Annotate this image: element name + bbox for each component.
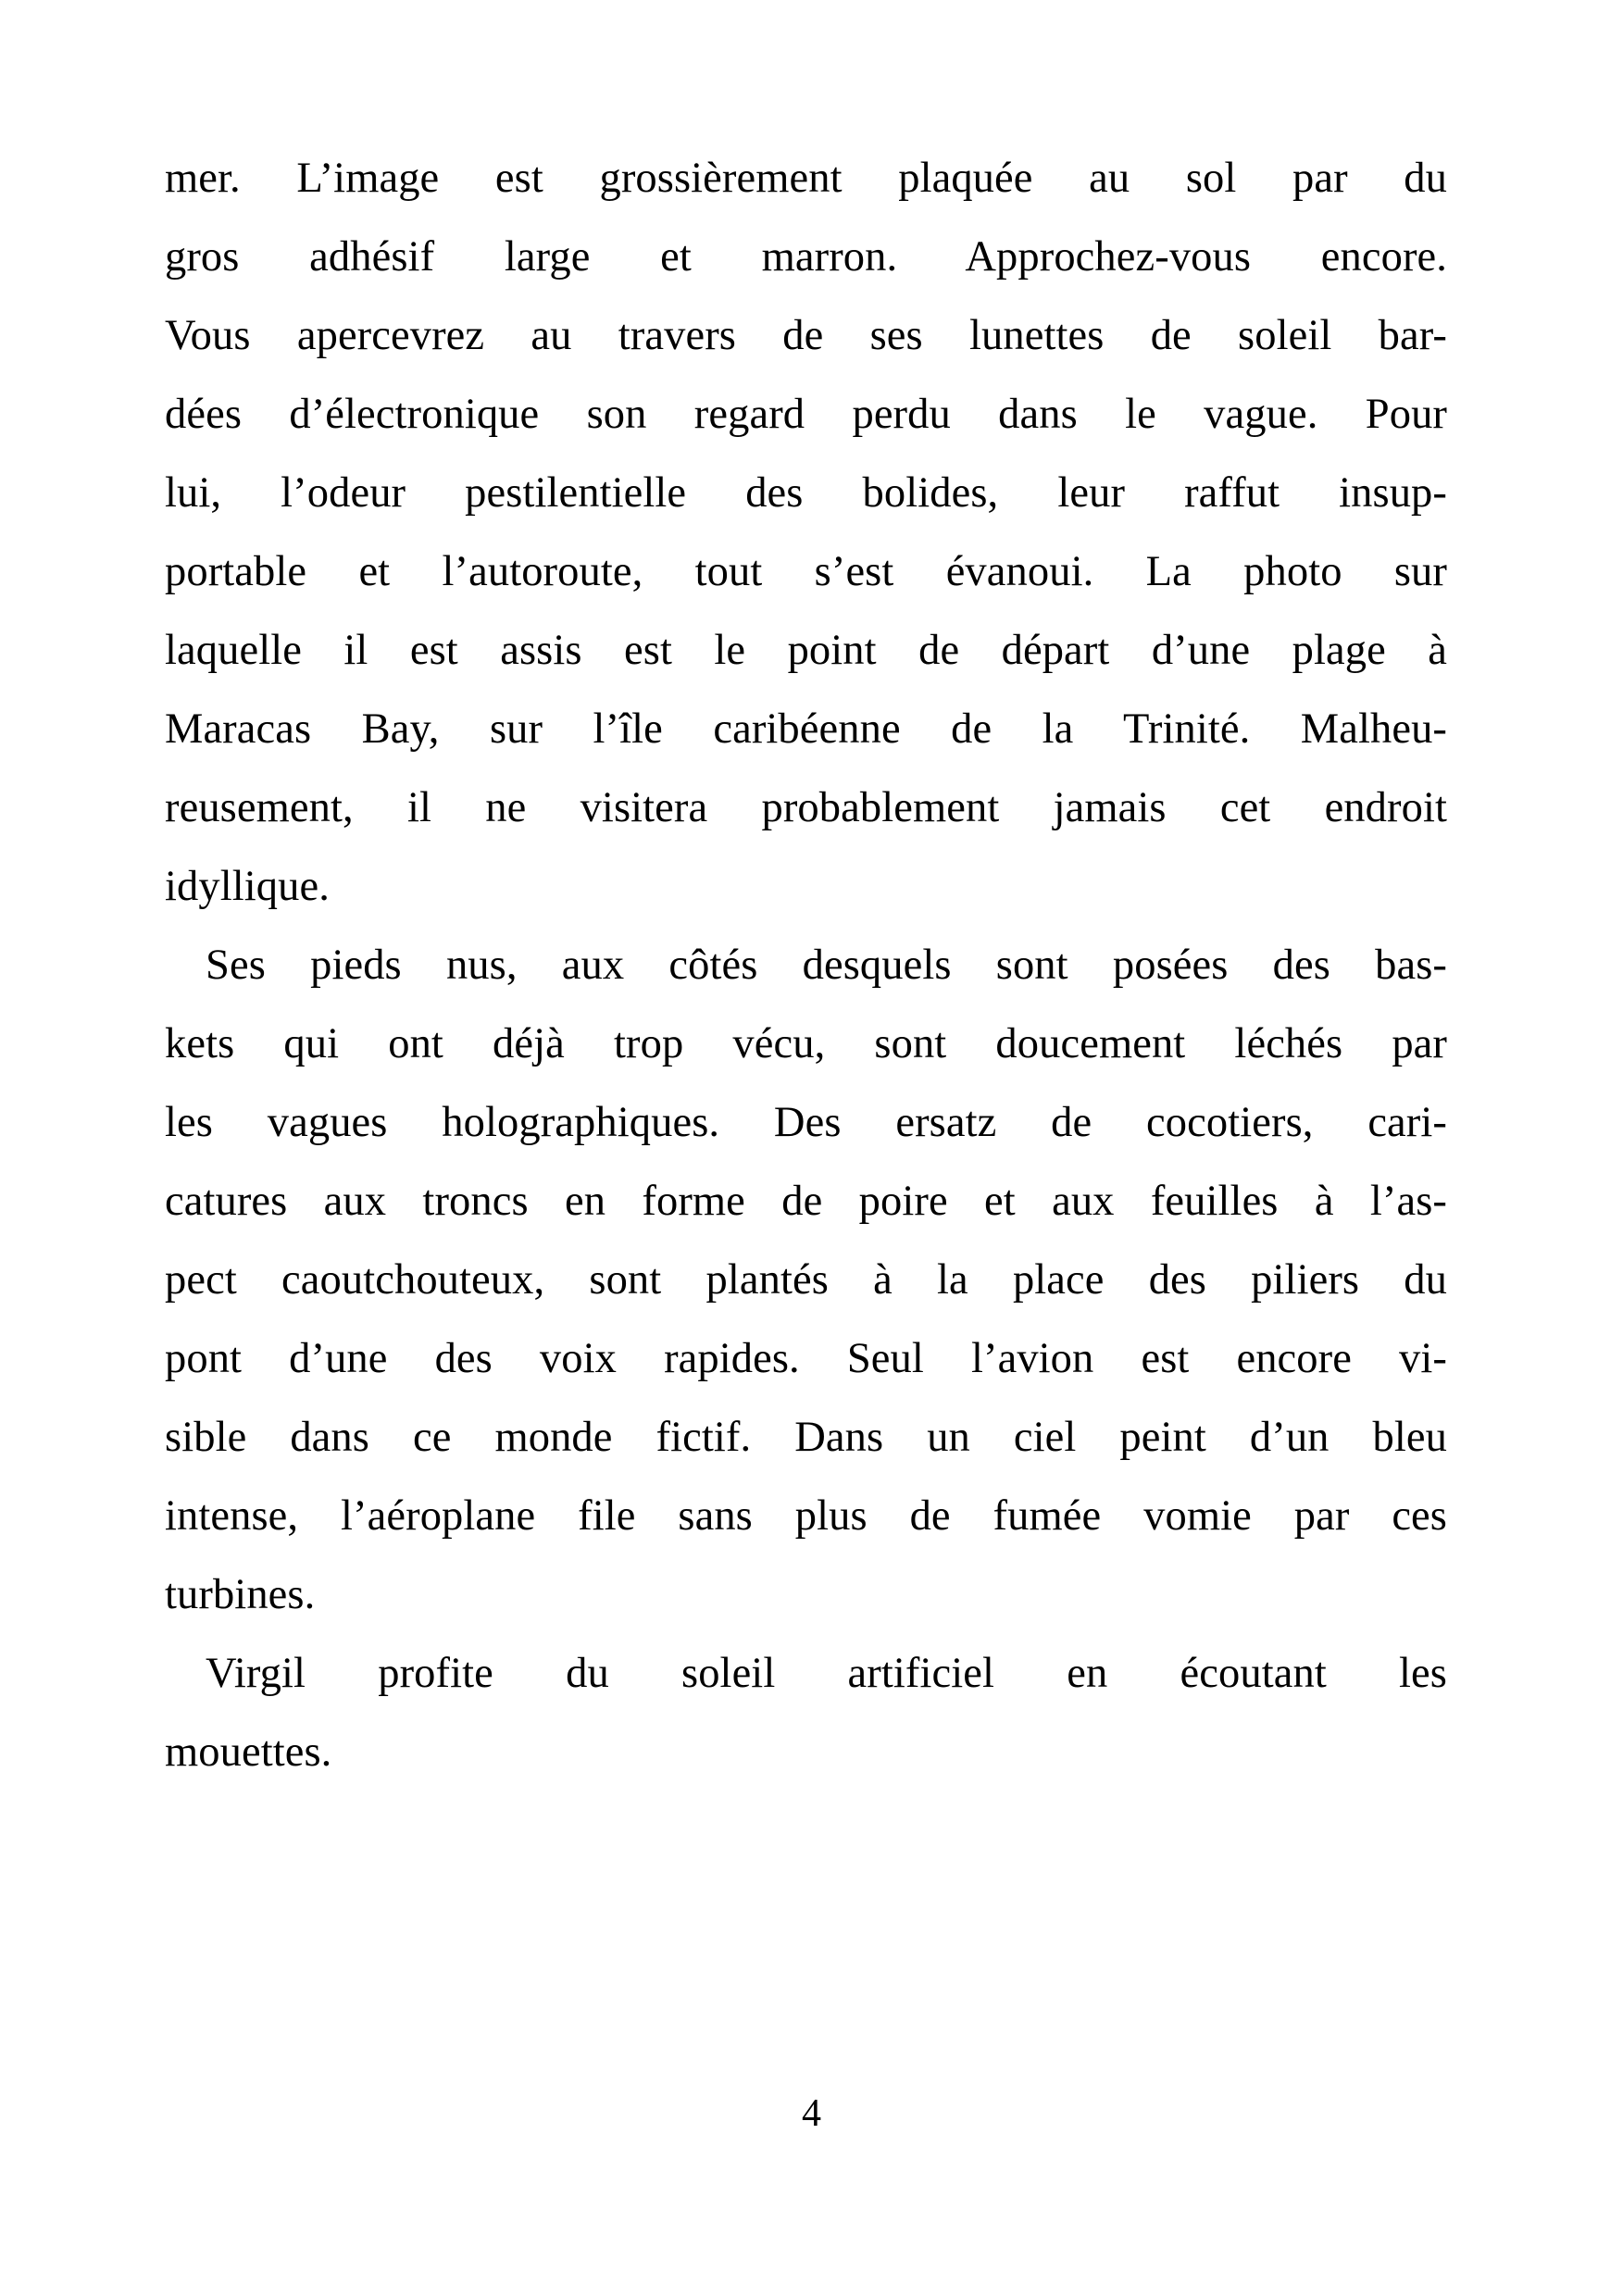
paragraph-virgil <box>165 1634 1447 1791</box>
text-line: idyllique. <box>165 863 330 910</box>
text-line: mouettes. <box>165 1728 332 1776</box>
text-line: les vagues holographiques. Des ersatz de cocotiers, cari- <box>165 1099 1447 1146</box>
text-line: Virgil profite du soleil artificiel en écoutant les <box>206 1650 1447 1697</box>
text-line: turbines. <box>165 1571 316 1618</box>
text-line: intense, l’aéroplane file sans plus de fumée vomie par ces <box>165 1492 1447 1540</box>
text-line: lui, l’odeur pestilentielle des bolides, leur raffut insup- <box>165 469 1447 517</box>
text-line: kets qui ont déjà trop vécu, sont doucement léchés par <box>165 1020 1447 1067</box>
paragraph-continued <box>165 139 1447 926</box>
text-line: mer. L’image est grossièrement plaquée au sol par du <box>165 155 1447 202</box>
text-line: laquelle il est assis est le point de départ d’une plage à <box>165 627 1447 674</box>
text-line: portable et l’autoroute, tout s’est évanoui. La photo sur <box>165 548 1447 595</box>
text-line: Maracas Bay, sur l’île caribéenne de la Trinité. Malheu- <box>165 705 1447 753</box>
text-line: dées d’électronique son regard perdu dans le vague. Pour <box>165 391 1447 438</box>
text-line: reusement, il ne visitera probablement jamais cet endroit <box>165 784 1447 831</box>
text-line: Ses pieds nus, aux côtés desquels sont posées des bas- <box>206 942 1447 989</box>
text-line: Vous apercevrez au travers de ses lunettes de soleil bar- <box>165 312 1447 359</box>
page-text-block <box>165 139 1447 1791</box>
text-line: gros adhésif large et marron. Approchez-vous encore. <box>165 233 1447 281</box>
text-line: sible dans ce monde fictif. Dans un ciel peint d’un bleu <box>165 1414 1447 1461</box>
paragraph-ses-pieds <box>165 926 1447 1634</box>
page-number: 4 <box>802 2092 821 2135</box>
text-line: pont d’une des voix rapides. Seul l’avion est encore vi- <box>165 1335 1447 1382</box>
text-line: catures aux troncs en forme de poire et aux feuilles à l’as- <box>165 1178 1447 1225</box>
text-line: pect caoutchouteux, sont plantés à la place des piliers du <box>165 1256 1447 1304</box>
